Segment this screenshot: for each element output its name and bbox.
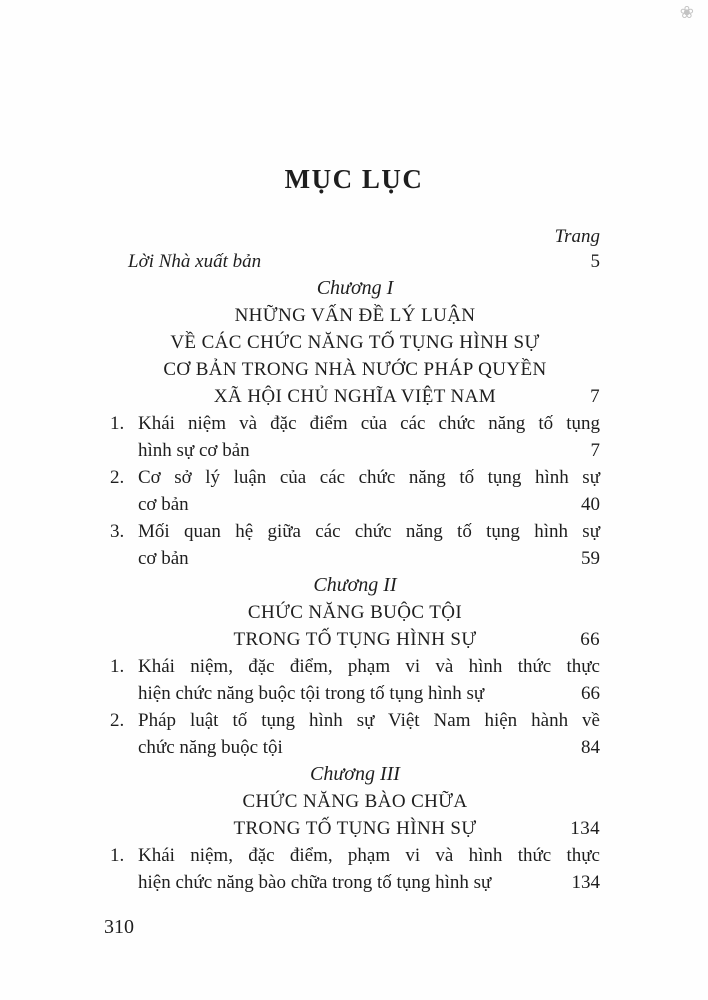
toc-page-number: 7: [590, 386, 600, 407]
toc-row-text: Pháp luật tố tụng hình sự Việt Nam hiện hành về: [138, 710, 600, 731]
toc-row-text: cơ bản: [138, 548, 189, 569]
toc-row-text: Chương I: [316, 277, 394, 299]
toc-row: [110, 680, 600, 707]
toc-row-text: CHỨC NĂNG BÀO CHỮA: [242, 791, 468, 812]
toc-item-number: 1.: [110, 413, 125, 434]
toc-page-number: 40: [581, 494, 600, 515]
toc-row: [110, 761, 600, 788]
toc-row: [110, 707, 600, 734]
toc-item-number: 3.: [110, 521, 125, 542]
toc-row: [110, 275, 600, 302]
toc-row-text: hình sự cơ bản: [138, 440, 250, 461]
footer-page-number: 310: [104, 916, 134, 938]
toc-row-text: Khái niệm, đặc điểm, phạm vi và hình thức thực: [138, 656, 600, 677]
toc-row-text: chức năng buộc tội: [138, 737, 283, 758]
toc-item-number: 1.: [110, 845, 125, 866]
toc-row: [110, 545, 600, 572]
toc-row: [110, 626, 600, 653]
toc-page-number: 84: [581, 737, 600, 758]
toc-row: [110, 842, 600, 869]
toc-row: [110, 734, 600, 761]
toc-list: [110, 248, 600, 896]
toc-row-text: Mối quan hệ giữa các chức năng tố tụng hình sự: [138, 521, 600, 542]
toc-row: [110, 248, 600, 275]
toc-page-number: 66: [581, 683, 600, 704]
toc-row: [110, 383, 600, 410]
toc-row: [110, 329, 600, 356]
toc-row-text: NHỮNG VẤN ĐỀ LÝ LUẬN: [234, 305, 476, 326]
toc-item-number: 1.: [110, 656, 125, 677]
toc-row-text: VỀ CÁC CHỨC NĂNG TỐ TỤNG HÌNH SỰ: [170, 332, 540, 353]
toc-page-number: 66: [580, 629, 600, 650]
toc-row-text: Lời Nhà xuất bản: [128, 251, 262, 272]
flower-ornament-icon: ❀: [679, 3, 694, 22]
toc-row-text: Khái niệm, đặc điểm, phạm vi và hình thức thực: [138, 845, 600, 866]
toc-row: [110, 491, 600, 518]
toc-item-number: 2.: [110, 467, 125, 488]
toc-item-number: 2.: [110, 710, 125, 731]
toc-page-number: 134: [571, 872, 600, 893]
toc-page-number: 134: [570, 818, 600, 839]
toc-row-text: hiện chức năng buộc tội trong tố tụng hình sự: [138, 683, 485, 704]
toc-row-text: XÃ HỘI CHỦ NGHĨA VIỆT NAM: [213, 386, 497, 407]
toc-row-text: Cơ sở lý luận của các chức năng tố tụng hình sự: [138, 467, 600, 488]
toc-page-number: 7: [590, 440, 600, 461]
toc-row: [110, 653, 600, 680]
toc-row-text: cơ bản: [138, 494, 189, 515]
toc-row-text: Chương II: [313, 574, 397, 596]
toc-row: [110, 572, 600, 599]
toc-page-number: 5: [590, 251, 600, 272]
toc-row: [110, 410, 600, 437]
page-title: MỤC LỤC: [284, 164, 424, 194]
toc-row: [110, 518, 600, 545]
toc-row: [110, 464, 600, 491]
toc-row: [110, 599, 600, 626]
toc-row: [110, 815, 600, 842]
toc-row: [110, 869, 600, 896]
toc-page-number: 59: [581, 548, 600, 569]
toc-row-text: CHỨC NĂNG BUỘC TỘI: [247, 602, 463, 623]
toc-row: [110, 302, 600, 329]
toc-row-text: CƠ BẢN TRONG NHÀ NƯỚC PHÁP QUYỀN: [163, 359, 547, 380]
toc-row-text: hiện chức năng bào chữa trong tố tụng hình sự: [138, 872, 492, 893]
toc-row-text: TRONG TỐ TỤNG HÌNH SỰ: [233, 818, 477, 839]
toc-row: [110, 356, 600, 383]
page-column-header: Trang: [554, 226, 600, 247]
toc-row-text: Khái niệm và đặc điểm của các chức năng tố tụng: [138, 413, 600, 434]
toc-row: [110, 788, 600, 815]
toc-row-text: Chương III: [310, 763, 400, 785]
toc-row-text: TRONG TỐ TỤNG HÌNH SỰ: [233, 629, 477, 650]
toc-row: [110, 437, 600, 464]
